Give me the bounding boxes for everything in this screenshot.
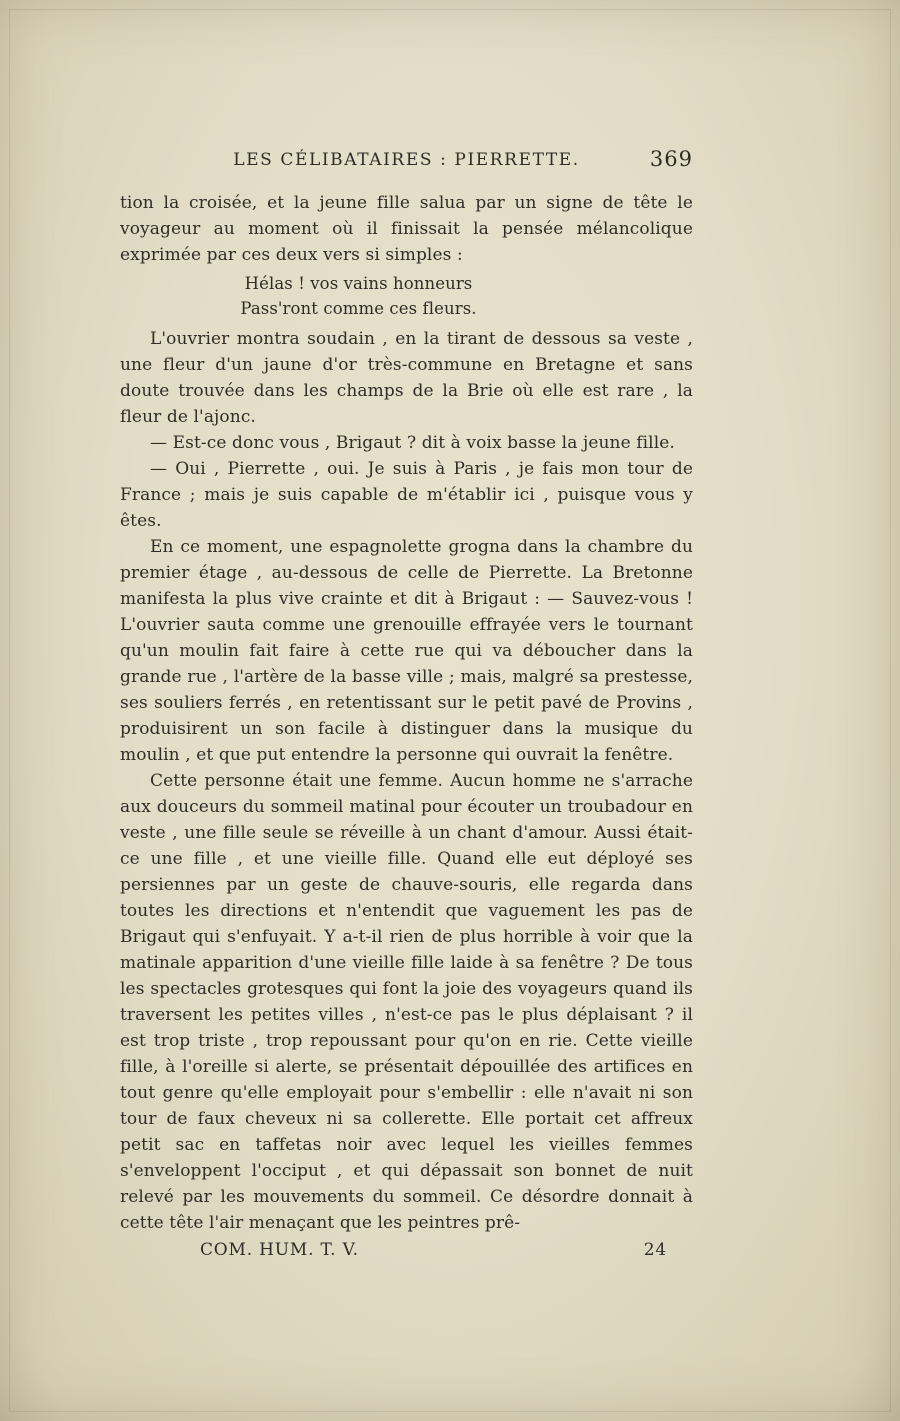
verse-line-2: Pass'ront comme ces fleurs. bbox=[240, 299, 477, 318]
page-footer bbox=[120, 1236, 693, 1263]
paragraph-dialogue: — Est-ce donc vous , Brigaut ? dit à voix basse la jeune fille. bbox=[150, 433, 675, 453]
paragraph: Cette personne était une femme. Aucun homme ne s'arrache aux douceurs du sommeil matinal pour écouter un troubadour en veste , une fille seule se réveille à un chant d'amour. Aussi était-ce une fille , et une vieille fille. Quand elle eut déployé ses persiennes par un geste de chauve-souris, elle regarda dans toutes les directions et n'entendit que vaguement les pas de Brigaut qui s'enfuyait. Y a-t-il rien de plus horrible à voir que la matinale apparition d'une vieille fille laide à sa fenêtre ? De tous les spectacles grotesques qui font la joie des voyageurs quand ils traversent les petites villes , n'est-ce pas le plus déplaisant ? il est trop triste , trop repoussant pour qu'on en rie. Cette vieille fille, à l'oreille si alerte, se présentait dépouillée des artifices en tout genre qu'elle employait pour s'embellir : elle n'avait ni son tour de faux cheveux ni sa collerette. Elle portait cet affreux petit sac en taffetas noir avec lequel les vieilles femmes s'enveloppent l'occiput , et qui dépassait son bonnet de nuit relevé par les mouvements du sommeil. Ce désordre donnait à cette tête l'air menaçant que les peintres prê- bbox=[120, 771, 693, 1233]
page-number: 369 bbox=[649, 147, 693, 171]
page-content bbox=[120, 147, 693, 1263]
running-title: LES CÉLIBATAIRES : PIERRETTE. bbox=[233, 150, 580, 170]
verse-line-1: Hélas ! vos vains honneurs bbox=[244, 274, 473, 293]
footer-sheet-number: 24 bbox=[643, 1240, 667, 1260]
verse-quote bbox=[72, 268, 645, 326]
paragraph: En ce moment, une espagnolette grogna dans la chambre du premier étage , au-dessous de celle de Pierrette. La Bretonne manifesta la plus vive crainte et dit à Brigaut : — Sauvez-vous ! L'ouvrier sauta comme une grenouille effrayée vers le tournant qu'un moulin fait faire à cette rue qui va déboucher dans la grande rue , l'artère de la basse ville ; mais, malgré sa prestesse, ses souliers ferrés , en retentissant sur le petit pavé de Provins , produisirent un son facile à distinguer dans la musique du moulin , et que put entendre la personne qui ouvrait la fenêtre. bbox=[120, 537, 693, 765]
paragraph-dialogue: — Oui , Pierrette , oui. Je suis à Paris , je fais mon tour de France ; mais je suis capable de m'établir ici , puisque vous y êtes. bbox=[120, 459, 693, 531]
body-text bbox=[120, 190, 693, 1236]
page-header bbox=[120, 147, 693, 176]
paragraph-continuation: tion la croisée, et la jeune fille salua par un signe de tête le voyageur au moment où il finissait la pensée mélancolique exprimée par ces deux vers si simples : bbox=[120, 193, 693, 265]
footer-signature-mark: COM. HUM. T. V. bbox=[200, 1240, 359, 1260]
paragraph: L'ouvrier montra soudain , en la tirant de dessous sa veste , une fleur d'un jaune d'or très-commune en Bretagne et sans doute trouvée dans les champs de la Brie où elle est rare , la fleur de l'ajonc. bbox=[120, 329, 693, 427]
